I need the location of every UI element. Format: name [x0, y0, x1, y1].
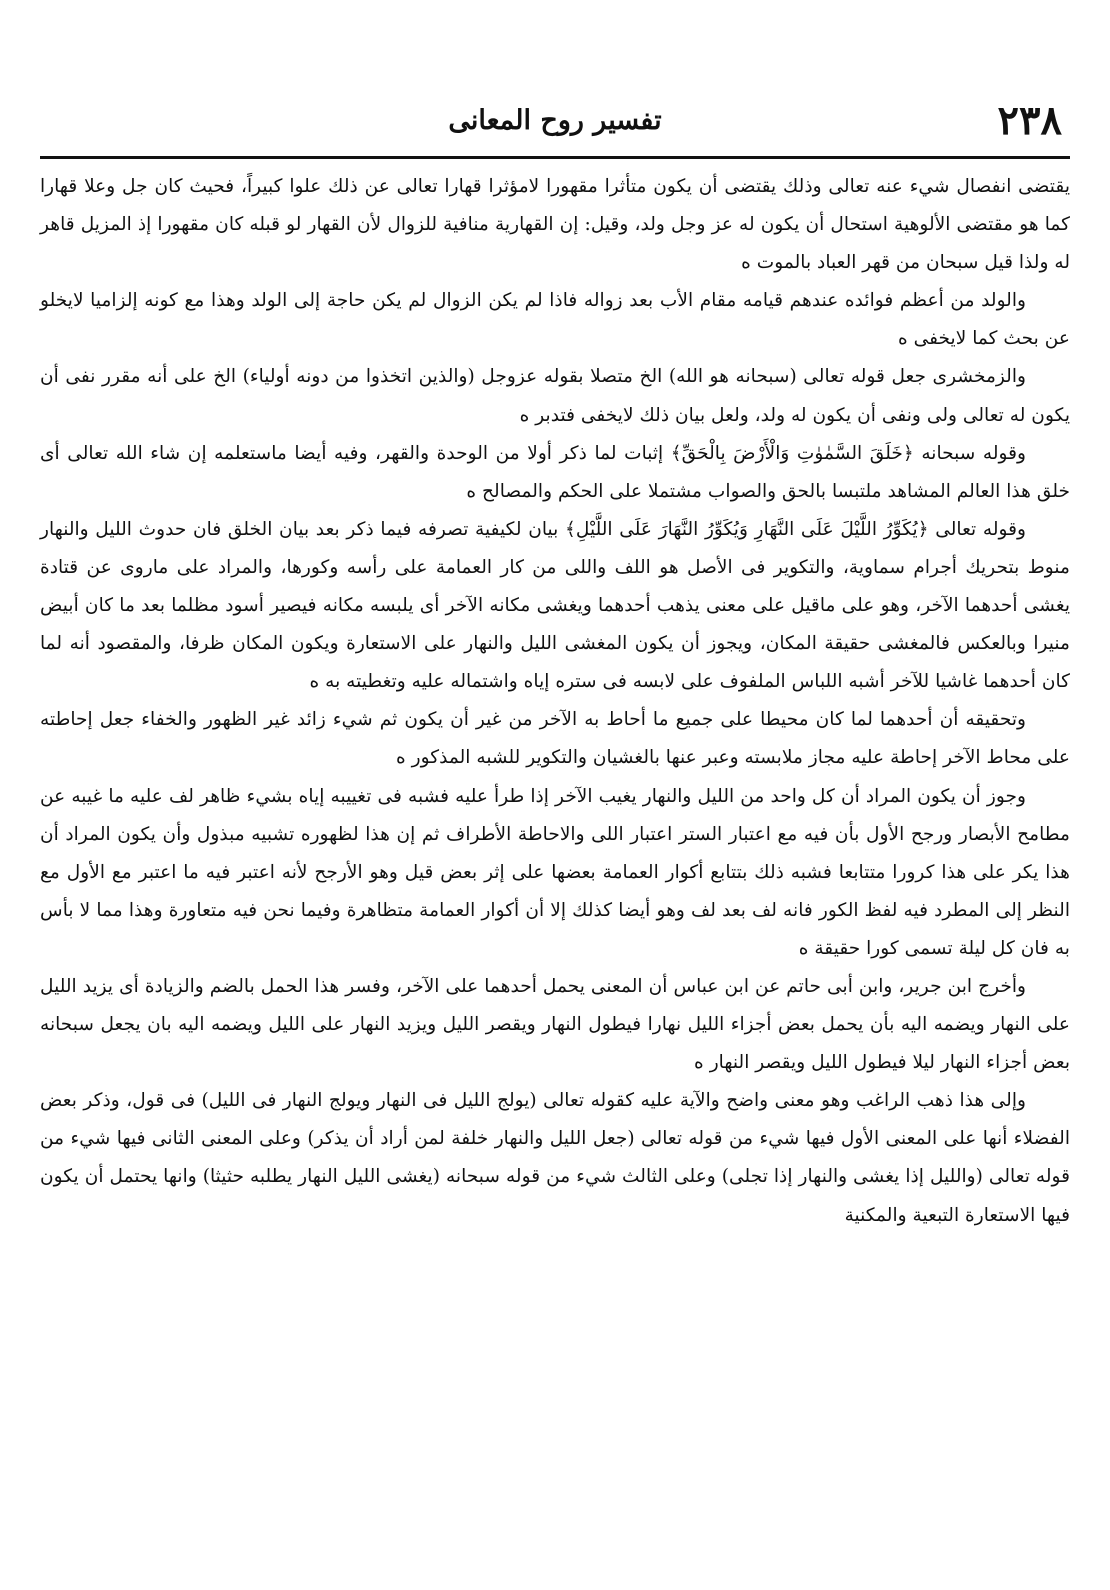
body-text [40, 168, 1070, 1235]
paragraph: والزمخشرى جعل قوله تعالى (سبحانه هو الله) الخ متصلا بقوله عزوجل (والذين اتخذوا من دونه أولياء) الخ على أنه مقرر نفى أن يكون له تعالى ولى ونفى أن يكون له ولد، ولعل بيان ذلك لايخفى فتدبر ه [40, 366, 1070, 426]
paragraph: وجوز أن يكون المراد أن كل واحد من الليل والنهار يغيب الآخر إذا طرأ عليه فشبه فى تغييبه إياه بشيء ظاهر لف عليه ما غيبه عن مطامح الأبصار ورجح الأول بأن فيه مع اعتبار الستر اعتبار اللى والاحاطة الأطراف ثم إن هذا لظهوره تشبيه مبذول وأن يكون المراد أن هذا يكر على هذا كرورا متتابعا فشبه ذلك بتتابع أكوار العمامة بعضها على إثر بعض قيل وهو الأرجح لأنه اعتبر فيه ما اعتبر مع الأول مع النظر إلى المطرد فيه لفظ الكور فانه لف بعد لف وهو أيضا كذلك إلا أن أكوار العمامة متظاهرة وفيما نحن فيه متعاورة وهذا مما لا بأس به فان كل ليلة تسمى كورا حقيقة ه [40, 785, 1070, 959]
paragraph: يقتضى انفصال شيء عنه تعالى وذلك يقتضى أن يكون متأثرا مقهورا لامؤثرا قهارا تعالى عن ذلك علوا كبيراً، فحيث كان جل وعلا قهارا كما هو مقتضى الألوهية استحال أن يكون له عز وجل ولد، وقيل: إن القهارية منافية للزوال لأن القهار لو قبله كان مقهورا إذ المزيل قاهر له ولذا قيل سبحان من قهر العباد بالموت ه [40, 176, 1070, 274]
paragraph: والولد من أعظم فوائده عندهم قيامه مقام الأب بعد زواله فاذا لم يكن الزوال لم يكن حاجة إلى الولد وهذا مع كونه إلزاميا لايخلو عن بحث كما لايخفى ه [40, 290, 1070, 350]
page-number: ٢٣٨ [997, 97, 1062, 144]
running-title: تفسير روح المعانى [448, 105, 662, 136]
paragraph: وأخرج ابن جرير، وابن أبى حاتم عن ابن عباس أن المعنى يحمل أحدهما على الآخر، وفسر هذا الحمل بالضم والزيادة أى يزيد الليل على النهار ويضمه اليه بأن يحمل بعض أجزاء الليل نهارا فيطول النهار ويقصر الليل ويزيد النهار على الليل ويضمه اليه بان يجعل سبحانه بعض أجزاء النهار ليلا فيطول الليل ويقصر النهار ه [40, 975, 1070, 1074]
paragraph: وتحقيقه أن أحدهما لما كان محيطا على جميع ما أحاط به الآخر من غير أن يكون ثم شيء زائد غير الظهور والخفاء جعل إحاطته على محاط الآخر إحاطة عليه مجاز ملابسته وعبر عنها بالغشيان والتكوير للشبه المذكور ه [40, 709, 1070, 769]
paragraph: وقوله سبحانه ﴿خَلَقَ السَّمٰوٰتِ وَالْأَرْضَ بِالْحَقِّ﴾ إثبات لما ذكر أولا من الوحدة والقهر، وفيه أيضا ماستعلمه إن شاء الله تعالى أى خلق هذا العالم المشاهد ملتبسا بالحق والصواب مشتملا على الحكم والمصالح ه [40, 442, 1070, 502]
header-rule [40, 156, 1070, 159]
page-header [40, 92, 1070, 154]
paragraph: وقوله تعالى ﴿يُكَوِّرُ اللَّيْلَ عَلَى النَّهَارِ وَيُكَوِّرُ النَّهَارَ عَلَى اللَّيْلِ﴾ بيان لكيفية تصرفه فيما ذكر بعد بيان الخلق فان حدوث الليل والنهار منوط بتحريك أجرام سماوية، والتكوير فى الأصل هو اللف واللى من كار العمامة على رأسه وكورها، والمراد على ماروى عن قتادة يغشى أحدهما الآخر، وهو على ماقيل على معنى يذهب أحدهما ويغشى مكانه الآخر أى يلبسه مكانه فيصير أسود مظلما بعد ما كان أبيض منيرا وبالعكس فالمغشى حقيقة المكان، ويجوز أن يكون المغشى الليل والنهار على الاستعارة ويكون المكان ظرفا، والمقصود أنه لما كان أحدهما غاشيا للآخر أشبه اللباس الملفوف على لابسه فى ستره إياه واشتماله عليه وتغطيته به ه [40, 518, 1070, 693]
paragraph: وإلى هذا ذهب الراغب وهو معنى واضح والآية عليه كقوله تعالى (يولج الليل فى النهار ويولج النهار فى الليل) فى قول، وذكر بعض الفضلاء أنها على المعنى الأول فيها شيء من قوله تعالى (جعل الليل والنهار خلفة لمن أراد أن يذكر) وعلى المعنى الثانى فيها شيء من قوله تعالى (والليل إذا يغشى والنهار إذا تجلى) وعلى الثالث شيء من قوله سبحانه (يغشى الليل النهار يطلبه حثيثا) وانها يحتمل أن يكون فيها الاستعارة التبعية والمكنية [40, 1090, 1070, 1226]
